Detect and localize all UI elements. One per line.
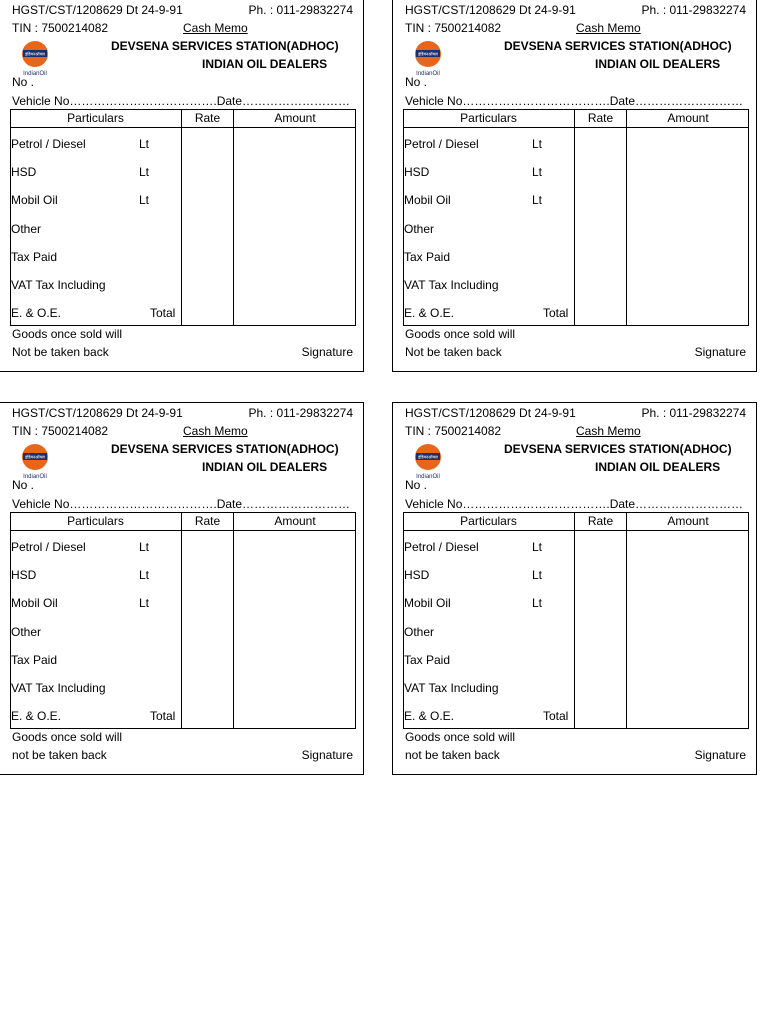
row-label: Petrol / Diesel: [11, 540, 86, 554]
tin-number: TIN : 7500214082: [405, 424, 502, 438]
cash-memo: [392, 402, 757, 775]
total-label: Total: [543, 709, 569, 723]
row-label: Mobil Oil: [404, 596, 451, 610]
registration-number: HGST/CST/1208629 Dt 24-9-91: [12, 406, 183, 420]
logo-text: IndianOil: [416, 71, 440, 77]
row-label: Other: [404, 222, 435, 236]
total-label: Total: [150, 306, 176, 320]
header-particulars: Particulars: [67, 514, 124, 528]
tin-number: TIN : 7500214082: [405, 21, 502, 35]
header-amount: Amount: [274, 514, 316, 528]
row-unit: Lt: [532, 596, 543, 610]
footer-not-taken-back: not be taken back: [12, 748, 107, 762]
header-particulars: Particulars: [460, 111, 517, 125]
tin-number: TIN : 7500214082: [12, 424, 109, 438]
dealers-label: INDIAN OIL DEALERS: [202, 460, 328, 474]
indian-oil-logo-icon: [413, 443, 443, 481]
row-unit: Lt: [532, 165, 543, 179]
vehicle-date-line: Vehicle No……………………………….Date………………………: [405, 94, 744, 108]
row-label: Other: [404, 625, 435, 639]
logo-text-hindi: इंडियनऑयल: [25, 51, 45, 57]
indian-oil-logo-icon: [20, 40, 50, 78]
memo-number-label: No .: [12, 478, 35, 492]
row-label: VAT Tax Including: [404, 681, 499, 695]
logo-text: IndianOil: [23, 71, 47, 77]
indian-oil-logo-icon: [20, 443, 50, 481]
header-rate: Rate: [587, 514, 614, 528]
header-particulars: Particulars: [460, 514, 517, 528]
row-unit: Lt: [139, 137, 150, 151]
row-label: E. & O.E.: [404, 306, 455, 320]
row-label: VAT Tax Including: [11, 278, 106, 292]
vehicle-date-line: Vehicle No……………………………….Date………………………: [12, 497, 351, 511]
header-rate: Rate: [194, 514, 221, 528]
header-amount: Amount: [667, 514, 709, 528]
signature-label: Signature: [301, 345, 353, 359]
logo-text-hindi: इंडियनऑयल: [418, 454, 438, 460]
footer-not-taken-back: Not be taken back: [12, 345, 109, 359]
memo-title: Cash Memo: [576, 424, 641, 438]
memo-number-label: No .: [12, 75, 35, 89]
phone-number: Ph. : 011-29832274: [641, 406, 746, 420]
row-label: HSD: [404, 568, 430, 582]
row-unit: Lt: [532, 137, 543, 151]
header-rate: Rate: [587, 111, 614, 125]
row-label: Tax Paid: [404, 653, 451, 667]
row-label: HSD: [11, 165, 37, 179]
footer-goods-sold: Goods once sold will: [12, 730, 123, 744]
memo-number-label: No .: [405, 478, 428, 492]
row-label: Tax Paid: [11, 653, 58, 667]
row-label: Petrol / Diesel: [404, 137, 479, 151]
total-label: Total: [543, 306, 569, 320]
dealers-label: INDIAN OIL DEALERS: [202, 57, 328, 71]
row-label: Petrol / Diesel: [11, 137, 86, 151]
row-label: Petrol / Diesel: [404, 540, 479, 554]
particulars-table: [403, 512, 749, 729]
row-label: HSD: [11, 568, 37, 582]
logo-text: IndianOil: [23, 474, 47, 480]
header-amount: Amount: [274, 111, 316, 125]
memo-number-label: No .: [405, 75, 428, 89]
row-label: Tax Paid: [404, 250, 451, 264]
row-label: HSD: [404, 165, 430, 179]
cash-memo: [392, 0, 757, 372]
footer-goods-sold: Goods once sold will: [12, 327, 123, 341]
footer-not-taken-back: not be taken back: [405, 748, 500, 762]
phone-number: Ph. : 011-29832274: [248, 3, 353, 17]
row-label: E. & O.E.: [11, 709, 62, 723]
row-label: E. & O.E.: [11, 306, 62, 320]
station-name: DEVSENA SERVICES STATION(ADHOC): [504, 442, 732, 456]
row-label: Other: [11, 222, 42, 236]
row-unit: Lt: [139, 540, 150, 554]
logo-text: IndianOil: [416, 474, 440, 480]
particulars-table: [10, 109, 356, 326]
registration-number: HGST/CST/1208629 Dt 24-9-91: [12, 3, 183, 17]
row-label: Mobil Oil: [11, 596, 58, 610]
vehicle-date-line: Vehicle No……………………………….Date………………………: [12, 94, 351, 108]
row-label: VAT Tax Including: [404, 278, 499, 292]
row-label: Other: [11, 625, 42, 639]
row-unit: Lt: [139, 568, 150, 582]
row-unit: Lt: [139, 596, 150, 610]
total-label: Total: [150, 709, 176, 723]
vehicle-date-line: Vehicle No……………………………….Date………………………: [405, 497, 744, 511]
logo-text-hindi: इंडियनऑयल: [25, 454, 45, 460]
signature-label: Signature: [694, 748, 746, 762]
row-unit: Lt: [532, 568, 543, 582]
row-unit: Lt: [532, 540, 543, 554]
row-label: E. & O.E.: [404, 709, 455, 723]
row-label: Mobil Oil: [11, 193, 58, 207]
row-unit: Lt: [139, 193, 150, 207]
phone-number: Ph. : 011-29832274: [248, 406, 353, 420]
row-label: VAT Tax Including: [11, 681, 106, 695]
dealers-label: INDIAN OIL DEALERS: [595, 57, 721, 71]
registration-number: HGST/CST/1208629 Dt 24-9-91: [405, 406, 576, 420]
header-particulars: Particulars: [67, 111, 124, 125]
row-unit: Lt: [532, 193, 543, 207]
header-rate: Rate: [194, 111, 221, 125]
header-amount: Amount: [667, 111, 709, 125]
particulars-table: [10, 512, 356, 729]
station-name: DEVSENA SERVICES STATION(ADHOC): [111, 39, 339, 53]
row-label: Mobil Oil: [404, 193, 451, 207]
phone-number: Ph. : 011-29832274: [641, 3, 746, 17]
particulars-table: [403, 109, 749, 326]
cash-memo: [0, 0, 364, 372]
signature-label: Signature: [694, 345, 746, 359]
station-name: DEVSENA SERVICES STATION(ADHOC): [111, 442, 339, 456]
footer-goods-sold: Goods once sold will: [405, 730, 516, 744]
station-name: DEVSENA SERVICES STATION(ADHOC): [504, 39, 732, 53]
memo-title: Cash Memo: [183, 424, 248, 438]
cash-memo: [0, 402, 364, 775]
row-unit: Lt: [139, 165, 150, 179]
dealers-label: INDIAN OIL DEALERS: [595, 460, 721, 474]
signature-label: Signature: [301, 748, 353, 762]
footer-goods-sold: Goods once sold will: [405, 327, 516, 341]
memo-title: Cash Memo: [183, 21, 248, 35]
registration-number: HGST/CST/1208629 Dt 24-9-91: [405, 3, 576, 17]
footer-not-taken-back: Not be taken back: [405, 345, 502, 359]
logo-text-hindi: इंडियनऑयल: [418, 51, 438, 57]
row-label: Tax Paid: [11, 250, 58, 264]
tin-number: TIN : 7500214082: [12, 21, 109, 35]
indian-oil-logo-icon: [413, 40, 443, 78]
memo-title: Cash Memo: [576, 21, 641, 35]
